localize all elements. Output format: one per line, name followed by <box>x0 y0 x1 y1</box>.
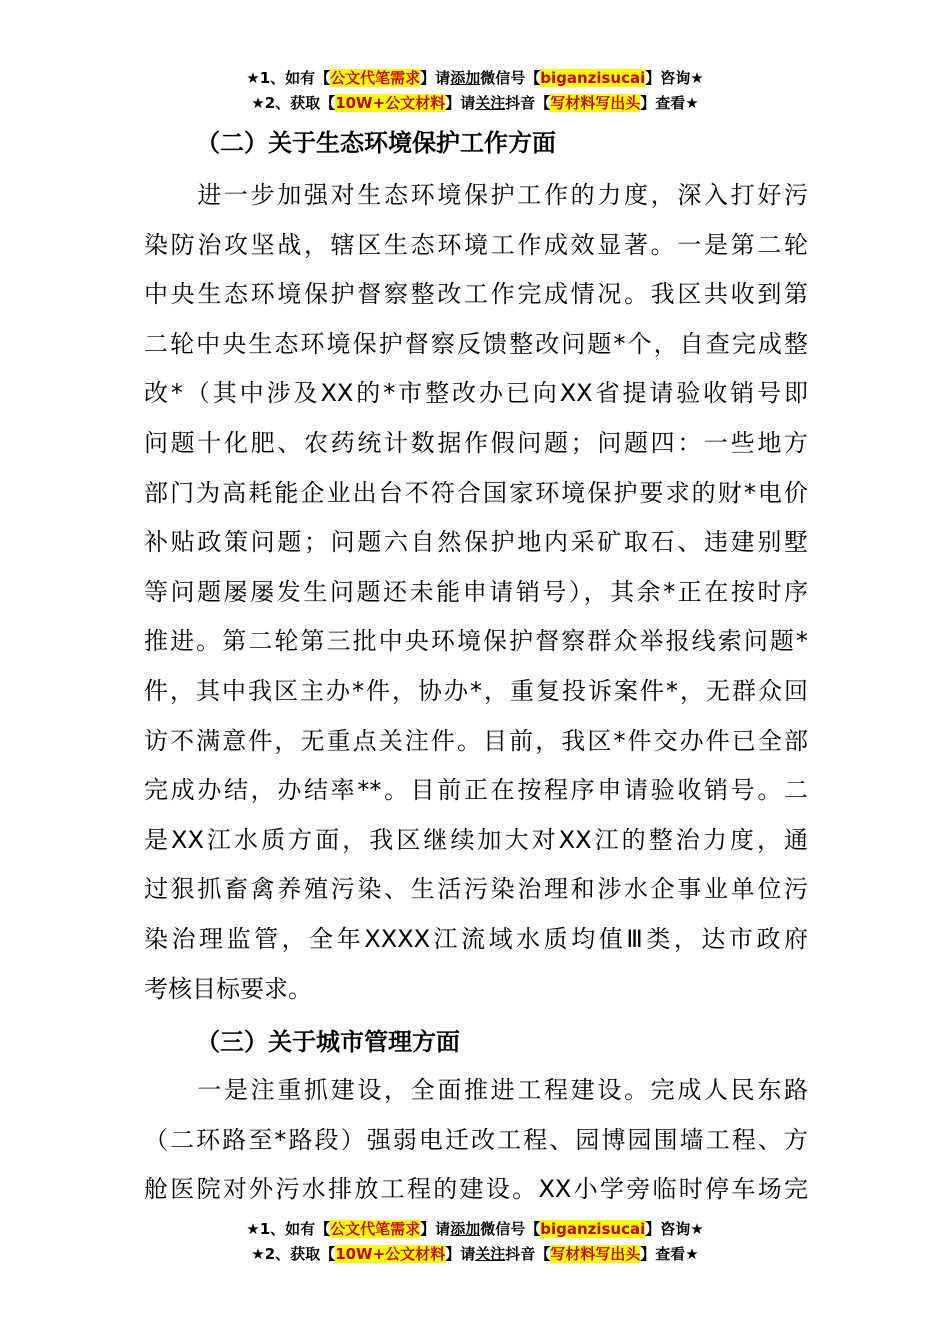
paragraph-line: 进一步加强对生态环境保护工作的力度，深入打好污 <box>144 181 808 209</box>
paragraph-line: 改*（其中涉及XX的*市整改办已向XX省提请验收销号即 <box>144 379 808 408</box>
section-3-paragraph <box>144 1066 808 1215</box>
banner-text: 抖音【 <box>505 94 551 112</box>
section-heading-3: （三）关于城市管理方面 <box>196 1028 460 1056</box>
banner-underline: 添加 <box>450 1220 481 1238</box>
banner-text: 】请 <box>445 1245 476 1263</box>
paragraph-line: 考核目标要求。 <box>144 974 312 1003</box>
paragraph-line: 访不满意件，无重点关注件。目前，我区*件交办件已全部 <box>144 726 808 755</box>
paragraph-line: 过狠抓畜禽养殖污染、生活污染治理和涉水企事业单位污 <box>144 875 808 904</box>
paragraph-line: 完成办结，办结率**。目前正在按程序申请验收销号。二 <box>144 776 808 805</box>
banner-text: 抖音【 <box>505 1245 551 1263</box>
banner-underline: 关注 <box>475 1245 506 1263</box>
paragraph-line: 等问题屡屡发生问题还未能申请销号），其余*正在按时序 <box>144 577 808 606</box>
banner-text: ★2、获取【 <box>251 94 336 112</box>
banner-highlight: 公文代笔需求 <box>330 1220 421 1238</box>
paragraph-line: （二环路至*路段）强弱电迁改工程、园博园围墙工程、方 <box>144 1125 808 1154</box>
banner-highlight: biganzisucai <box>540 1220 646 1238</box>
banner-highlight: 写材料写出头 <box>550 94 641 112</box>
paragraph-line: 件，其中我区主办*件，协办*，重复投诉案件*，无群众回 <box>144 676 808 705</box>
banner-text: 微信号【 <box>480 1220 541 1238</box>
banner-text: ★1、如有【 <box>246 69 331 87</box>
top-banner <box>0 66 950 116</box>
banner-text: 】请 <box>420 1220 451 1238</box>
banner-line-1 <box>0 1217 950 1242</box>
banner-text: ★2、获取【 <box>251 1245 336 1263</box>
bottom-banner <box>0 1217 950 1267</box>
paragraph-line: 染治理监管，全年XXXX江流域水质均值Ⅲ类，达市政府 <box>144 924 808 953</box>
paragraph-line: 问题十化肥、农药统计数据作假问题；问题四：一些地方 <box>144 428 808 457</box>
paragraph-line: 染防治攻坚战，辖区生态环境工作成效显著。一是第二轮 <box>144 230 808 259</box>
banner-line-2 <box>0 91 950 116</box>
paragraph-line: 舱医院对外污水排放工程的建设。XX小学旁临时停车场完 <box>144 1175 808 1204</box>
banner-line-2 <box>0 1242 950 1267</box>
banner-text: 】查看★ <box>640 94 699 112</box>
banner-text: 微信号【 <box>480 69 541 87</box>
banner-text: 】查看★ <box>640 1245 699 1263</box>
banner-highlight: biganzisucai <box>540 69 646 87</box>
banner-highlight: 公文代笔需求 <box>330 69 421 87</box>
banner-text: 】咨询★ <box>645 1220 704 1238</box>
paragraph-line: 一是注重抓建设，全面推进工程建设。完成人民东路 <box>144 1076 808 1104</box>
banner-text: ★1、如有【 <box>246 1220 331 1238</box>
banner-text: 】请 <box>445 94 476 112</box>
section-2-paragraph <box>144 171 808 1014</box>
paragraph-line: 中央生态环境保护督察整改工作完成情况。我区共收到第 <box>144 280 808 309</box>
banner-text: 】咨询★ <box>645 69 704 87</box>
banner-underline: 关注 <box>475 94 506 112</box>
banner-line-1 <box>0 66 950 91</box>
paragraph-line: 推进。第二轮第三批中央环境保护督察群众举报线索问题* <box>144 627 808 656</box>
banner-underline: 添加 <box>450 69 481 87</box>
banner-highlight: 10W+公文材料 <box>335 1245 446 1263</box>
paragraph-line: 二轮中央生态环境保护督察反馈整改问题*个，自查完成整 <box>144 329 808 358</box>
paragraph-line: 是XX江水质方面，我区继续加大对XX江的整治力度，通 <box>144 825 808 854</box>
banner-text: 】请 <box>420 69 451 87</box>
paragraph-line: 部门为高耗能企业出台不符合国家环境保护要求的财*电价 <box>144 478 808 507</box>
banner-highlight: 10W+公文材料 <box>335 94 446 112</box>
paragraph-line: 补贴政策问题；问题六自然保护地内采矿取石、违建别墅 <box>144 528 808 557</box>
section-heading-2: （二）关于生态环境保护工作方面 <box>196 129 556 157</box>
banner-highlight: 写材料写出头 <box>550 1245 641 1263</box>
